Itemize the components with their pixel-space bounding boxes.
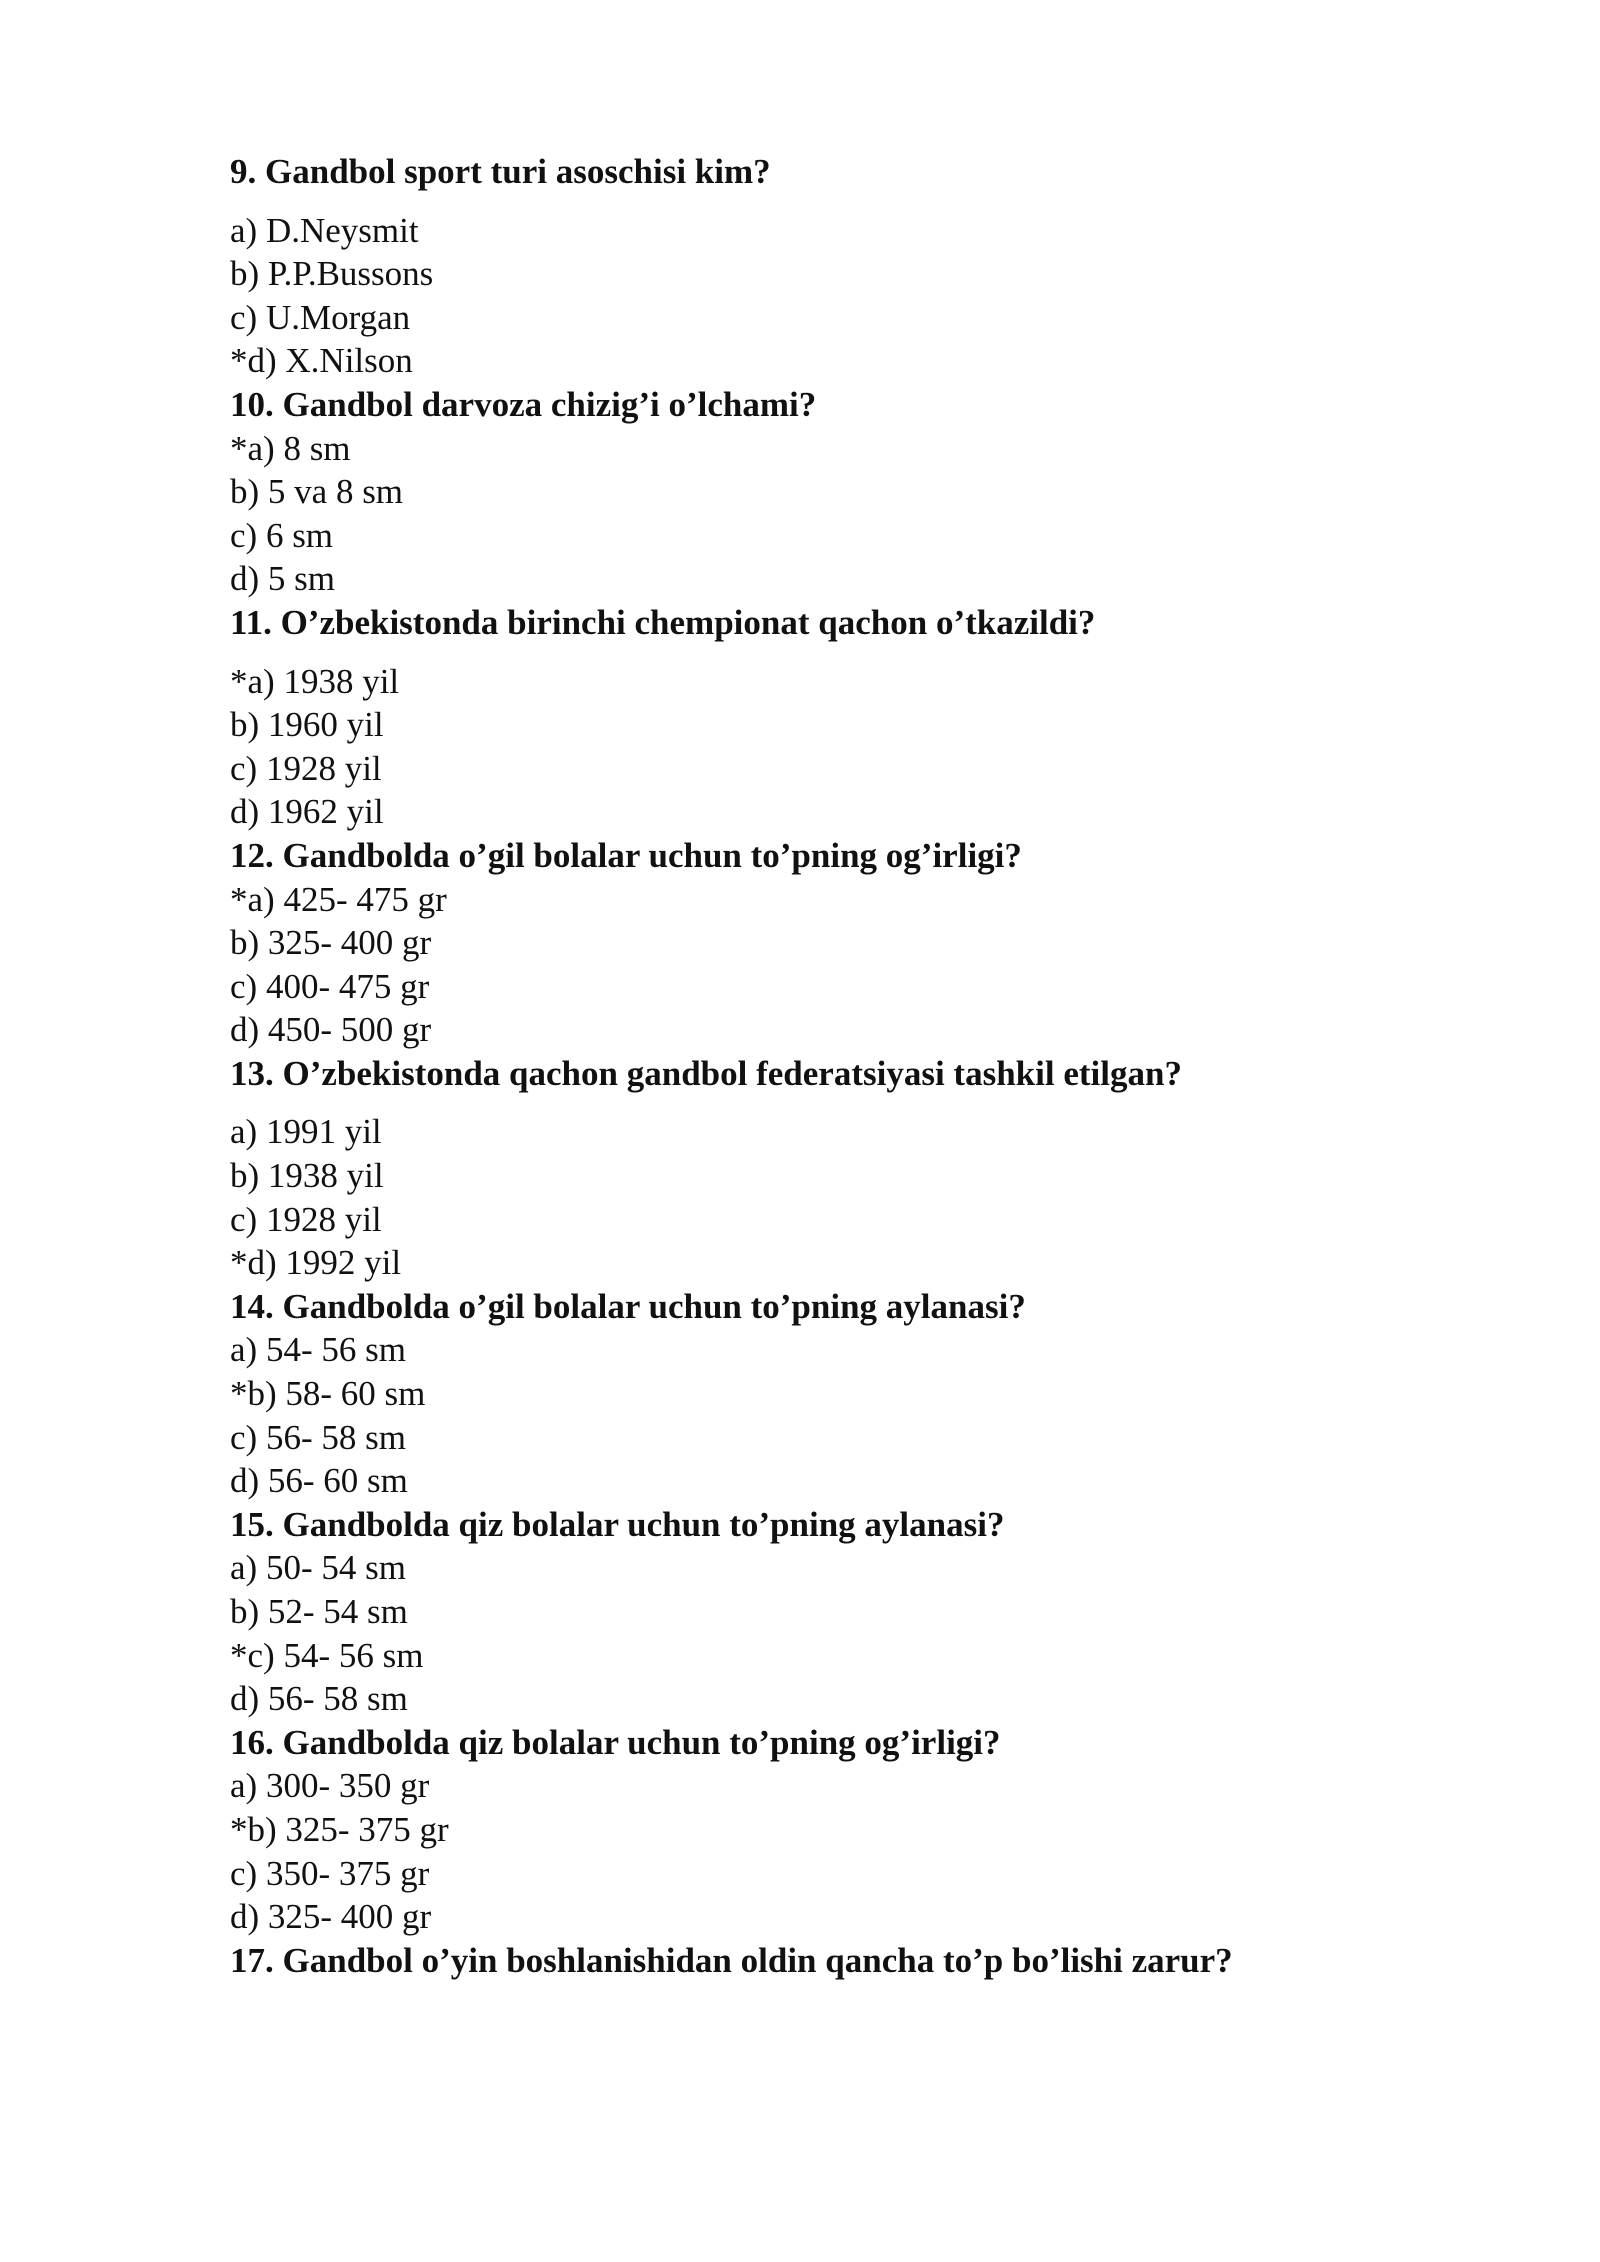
question-text: 11. O’zbekistonda birinchi chempionat qachon o’tkazildi? <box>230 602 1096 642</box>
answer-option-correct: *a) 1938 yil <box>230 661 400 701</box>
answer-option: a) 300- 350 gr <box>230 1766 430 1806</box>
answer-option: a) 54- 56 sm <box>230 1330 406 1370</box>
answer-option: a) D.Neysmit <box>230 210 419 250</box>
answer-option: d) 1962 yil <box>230 792 384 832</box>
question-text: 12. Gandbolda o’gil bolalar uchun to’pning og’irligi? <box>230 835 1022 875</box>
question-14 <box>230 1285 1430 1503</box>
answer-option: d) 56- 60 sm <box>230 1461 408 1501</box>
answer-option: d) 325- 400 gr <box>230 1897 432 1937</box>
answer-option-correct: *a) 425- 475 gr <box>230 879 447 919</box>
question-9 <box>230 150 1430 383</box>
answer-option-correct: *b) 325- 375 gr <box>230 1809 449 1849</box>
question-text: 14. Gandbolda o’gil bolalar uchun to’pning aylanasi? <box>230 1286 1026 1326</box>
question-12 <box>230 834 1430 1052</box>
answer-option: d) 5 sm <box>230 559 335 599</box>
answer-option-correct: *a) 8 sm <box>230 428 351 468</box>
question-15 <box>230 1503 1430 1721</box>
answer-option-correct: *d) X.Nilson <box>230 341 413 381</box>
answer-option: b) 1938 yil <box>230 1156 384 1196</box>
answer-option: c) 6 sm <box>230 515 334 555</box>
question-11 <box>230 601 1430 834</box>
answer-option-correct: *b) 58- 60 sm <box>230 1374 426 1414</box>
answer-option: b) 52- 54 sm <box>230 1592 408 1631</box>
question-17 <box>230 1939 1430 1983</box>
question-10 <box>230 383 1430 601</box>
question-text: 16. Gandbolda qiz bolalar uchun to’pning og’irligi? <box>230 1722 1001 1762</box>
question-13 <box>230 1052 1430 1285</box>
answer-option: c) 400- 475 gr <box>230 966 430 1006</box>
answer-option: c) 1928 yil <box>230 1199 382 1239</box>
answer-option: d) 450- 500 gr <box>230 1010 432 1050</box>
answer-option: c) 1928 yil <box>230 748 382 788</box>
answer-option: b) 325- 400 gr <box>230 923 432 963</box>
question-text: 10. Gandbol darvoza chizig’i o’lchami? <box>230 384 817 424</box>
answer-option: c) U.Morgan <box>230 297 411 337</box>
answer-option: d) 56- 58 sm <box>230 1679 408 1719</box>
document-page <box>230 150 1430 1982</box>
question-text: 15. Gandbolda qiz bolalar uchun to’pning aylanasi? <box>230 1504 1005 1544</box>
answer-option-correct: *d) 1992 yil <box>230 1243 402 1283</box>
answer-option-correct: *c) 54- 56 sm <box>230 1635 424 1675</box>
answer-option: b) 1960 yil <box>230 705 384 745</box>
question-text: 9. Gandbol sport turi asoschisi kim? <box>230 152 771 191</box>
answer-option: b) 5 va 8 sm <box>230 472 404 512</box>
answer-option: a) 1991 yil <box>230 1112 382 1152</box>
question-16 <box>230 1721 1430 1939</box>
answer-option: b) P.P.Bussons <box>230 254 434 294</box>
answer-option: a) 50- 54 sm <box>230 1548 406 1588</box>
answer-option: c) 350- 375 gr <box>230 1853 430 1893</box>
answer-option: c) 56- 58 sm <box>230 1417 406 1457</box>
question-text: 13. O’zbekistonda qachon gandbol federatsiyasi tashkil etilgan? <box>230 1053 1182 1093</box>
question-text: 17. Gandbol o’yin boshlanishidan oldin qancha to’p bo’lishi zarur? <box>230 1940 1233 1980</box>
